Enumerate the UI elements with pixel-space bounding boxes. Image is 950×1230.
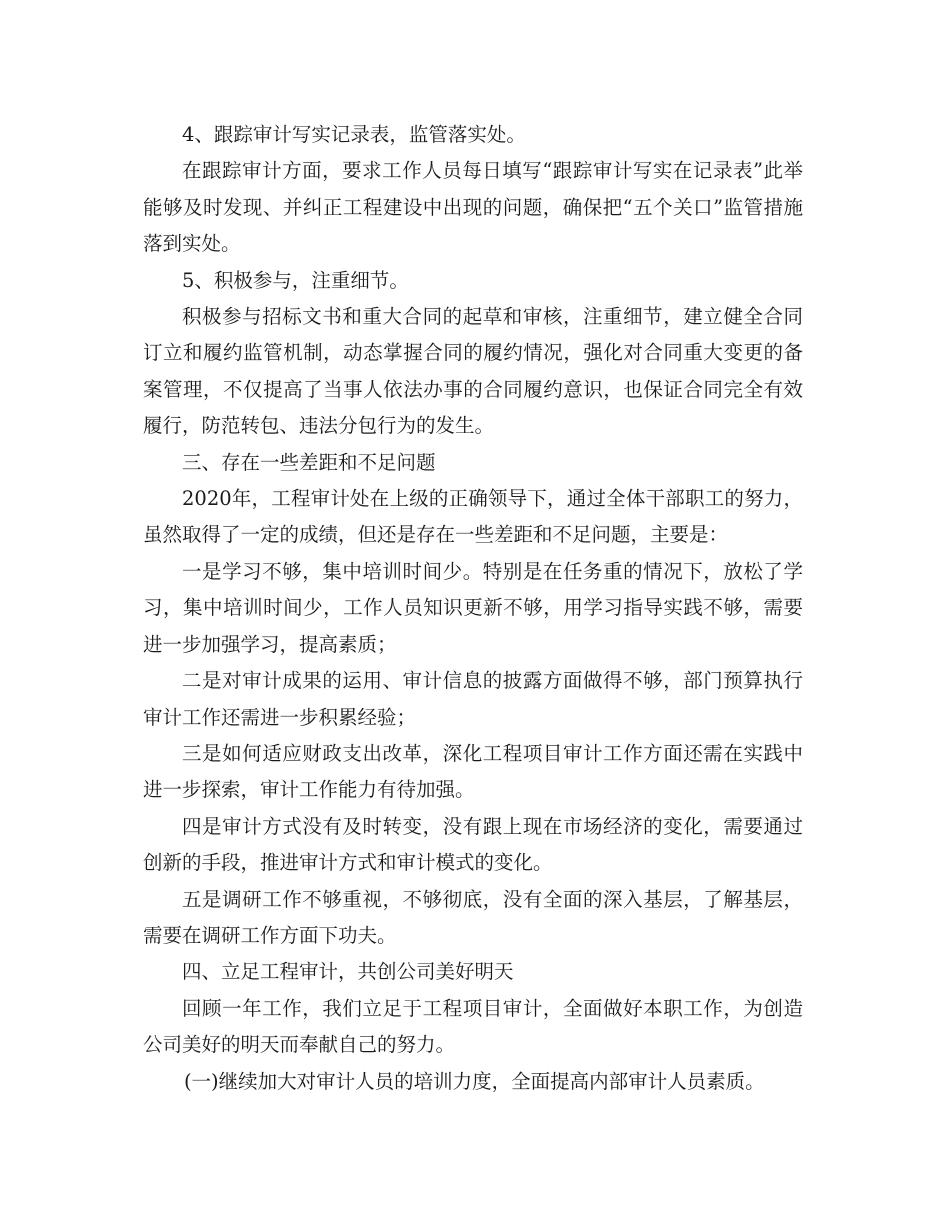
section-heading-gaps: 三、存在一些差距和不足问题 — [182, 450, 436, 474]
paragraph-gap-one: 一是学习不够，集中培训时间少。特别是在任务重的情况下，放松了学习，集中培训时间少，工作人员知识更新不够，用学习指导实践不够，需要进一步加强学习，提高素质； — [143, 559, 803, 656]
document-body — [143, 117, 803, 1100]
paragraph-tracking-audit: 在跟踪审计方面，要求工作人员每日填写“跟踪审计写实在记录表”此举能够及时发现、并纠正工程建设中出现的问题，确保把“五个关口”监管措施落到实处。 — [143, 159, 803, 256]
paragraph-gap-three: 三是如何适应财政支出改革，深化工程项目审计工作方面还需在实践中进一步探索，审计工作能力有待加强。 — [143, 741, 803, 802]
paragraph-gaps-intro: 2020年，工程审计处在上级的正确领导下，通过全体干部职工的努力，虽然取得了一定的成绩，但还是存在一些差距和不足问题，主要是： — [143, 487, 803, 547]
list-item-training: (一)继续加大对审计人员的培训力度，全面提高内部审计人员素质。 — [183, 1069, 765, 1093]
paragraph-active-participation: 积极参与招标文书和重大合同的起草和审核，注重细节，建立健全合同订立和履约监管机制，动态掌握合同的履约情况，强化对合同重大变更的备案管理，不仅提高了当事人依法办事的合同履约意识，也保证合同完全有效履行，防范转包、违法分包行为的发生。 — [143, 305, 803, 438]
paragraph-gap-two: 二是对审计成果的运用、审计信息的披露方面做得不够，部门预算执行审计工作还需进一步积累经验； — [143, 669, 803, 729]
section-heading-future: 四、立足工程审计，共创公司美好明天 — [182, 960, 514, 984]
paragraph-gap-five: 五是调研工作不够重视，不够彻底，没有全面的深入基层，了解基层，需要在调研工作方面下功夫。 — [143, 887, 803, 947]
paragraph-review: 回顾一年工作，我们立足于工程项目审计，全面做好本职工作，为创造公司美好的明天而奉献自己的努力。 — [143, 996, 803, 1057]
subheading-active-participation: 5、积极参与，注重细节。 — [182, 268, 409, 292]
subheading-tracking-audit: 4、跟踪审计写实记录表，监管落实处。 — [182, 123, 526, 146]
paragraph-gap-four: 四是审计方式没有及时转变，没有跟上现在市场经济的变化，需要通过创新的手段，推进审计方式和审计模式的变化。 — [143, 814, 803, 875]
